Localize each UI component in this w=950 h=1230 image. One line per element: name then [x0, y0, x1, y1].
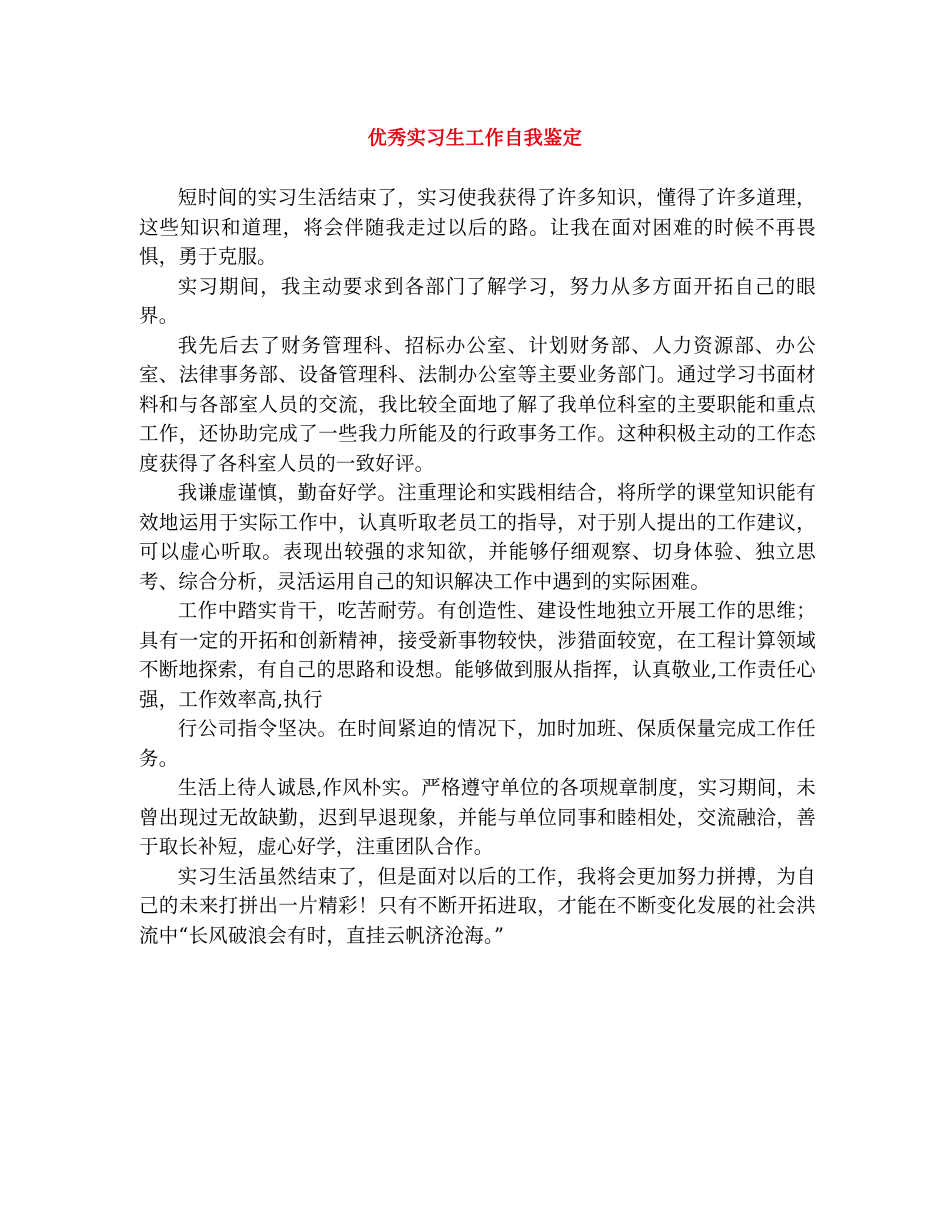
document-body	[139, 183, 816, 950]
paragraph-7: 生活上待人诚恳,作风朴实。严格遵守单位的各项规章制度，实习期间，未曾出现过无故缺勤，迟到早退现象，并能与单位同事和睦相处，交流融洽，善于取长补短，虚心好学，注重团队合作。	[139, 776, 816, 858]
paragraph-2: 实习期间，我主动要求到各部门了解学习，努力从多方面开拓自己的眼界。	[139, 274, 816, 327]
paragraph-6: 行公司指令坚决。在时间紧迫的情况下，加时加班、保质保量完成工作任务。	[139, 717, 816, 770]
paragraph-5: 工作中踏实肯干，吃苦耐劳。有创造性、建设性地独立开展工作的思维；具有一定的开拓和创新精神，接受新事物较快，涉猎面较宽，在工程计算领域不断地探索，有自己的思路和设想。能够做到服从指挥，认真敬业,工作责任心强，工作效率高,执行	[139, 599, 816, 711]
paragraph-8: 实习生活虽然结束了，但是面对以后的工作，我将会更加努力拼搏，为自己的未来打拼出一片精彩！只有不断开拓进取，才能在不断变化发展的社会洪流中“长风破浪会有时，直挂云帆济沧海。”	[139, 864, 816, 947]
paragraph-3: 我先后去了财务管理科、招标办公室、计划财务部、人力资源部、办公室、法律事务部、设备管理科、法制办公室等主要业务部门。通过学习书面材料和与各部室人员的交流，我比较全面地了解了我单位科室的主要职能和重点工作，还协助完成了一些我力所能及的行政事务工作。这种积极主动的工作态度获得了各科室人员的一致好评。	[139, 333, 816, 475]
paragraph-1: 短时间的实习生活结束了，实习使我获得了许多知识，懂得了许多道理，这些知识和道理，将会伴随我走过以后的路。让我在面对困难的时候不再畏惧，勇于克服。	[139, 186, 816, 268]
document-title: 优秀实习生工作自我鉴定	[367, 127, 583, 149]
paragraph-4: 我谦虚谨慎，勤奋好学。注重理论和实践相结合，将所学的课堂知识能有效地运用于实际工作中，认真听取老员工的指导，对于别人提出的工作建议，可以虚心听取。表现出较强的求知欲，并能够仔细观察、切身体验、独立思考、综合分析，灵活运用自己的知识解决工作中遇到的实际困难。	[139, 481, 816, 593]
